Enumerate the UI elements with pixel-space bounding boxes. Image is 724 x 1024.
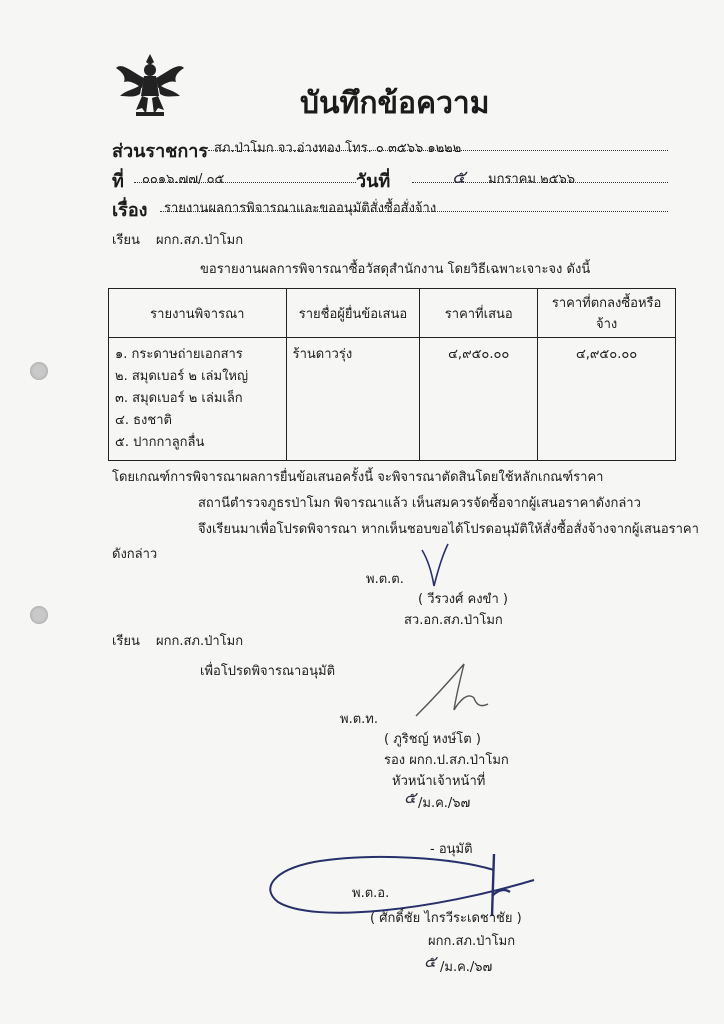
number-label: ที่ bbox=[112, 171, 124, 192]
sign1-name: ( วีรวงศ์ คงขำ ) bbox=[418, 592, 508, 607]
date-month-year: มกราคม ๒๕๖๖ bbox=[488, 172, 576, 187]
intro-text: ขอรายงานผลการพิจารณาซื้อวัสดุสำนักงาน โดยวิธีเฉพาะเจาะจง ดังนี้ bbox=[200, 262, 591, 277]
sign1-position: สว.อก.สภ.ป่าโมก bbox=[404, 613, 503, 628]
list-item: ๓. สมุดเบอร์ ๒ เล่มเล็ก bbox=[115, 391, 243, 406]
punch-hole-top bbox=[30, 362, 48, 380]
list-item: ๑. กระดาษถ่ายเอกสาร bbox=[115, 347, 243, 362]
sign3-rank: พ.ต.อ. bbox=[352, 886, 390, 901]
body-line-4: ดังกล่าว bbox=[112, 547, 158, 562]
punch-hole-bottom bbox=[30, 606, 48, 624]
sign2-name: ( ภูริชญ์ หงษ์โต ) bbox=[384, 732, 481, 747]
list-item: ๕. ปากกาลูกลื่น bbox=[115, 435, 205, 450]
sign2-position: รอง ผกก.ป.สภ.ป่าโมก bbox=[384, 753, 509, 768]
body-line-2: สถานีตำรวจภูธรป่าโมก พิจารณาแล้ว เห็นสมควรจัดซื้อจากผู้เสนอราคาดังกล่าว bbox=[198, 496, 641, 511]
table-row bbox=[109, 338, 676, 461]
offered-price-cell: ๔,๙๕๐.๐๐ bbox=[420, 338, 538, 461]
table-header-row bbox=[109, 289, 676, 338]
date-day: ๕ bbox=[452, 167, 466, 188]
garuda-emblem-icon bbox=[112, 50, 188, 122]
header-items: รายงานพิจารณา bbox=[109, 289, 287, 338]
body-line-3: จึงเรียนมาเพื่อโปรดพิจารณา หากเห็นชอบขอได้โปรดอนุมัติให้สั่งซื้อสั่งจ้างจากผู้เสนอราคา bbox=[198, 522, 699, 537]
vendor-cell: ร้านดาวรุ่ง bbox=[286, 338, 420, 461]
agency-label: ส่วนราชการ bbox=[112, 141, 209, 162]
agreed-price-cell: ๔,๙๕๐.๐๐ bbox=[538, 338, 676, 461]
sign3-position: ผกก.สภ.ป่าโมก bbox=[428, 934, 516, 949]
number-value: ๐๐๑๖.๗๗/ ๐๕ bbox=[142, 172, 225, 187]
sign1-rank: พ.ต.ต. bbox=[366, 572, 404, 587]
to-value: ผกก.สภ.ป่าโมก bbox=[156, 233, 244, 248]
to-label: เรียน bbox=[112, 233, 140, 248]
list-item: ๒. สมุดเบอร์ ๒ เล่มใหญ่ bbox=[115, 369, 249, 384]
agency-value: สภ.ป่าโมก จว.อ่างทอง โทร. ๐ ๓๕๖๖ ๑๒๒๒ bbox=[214, 141, 462, 156]
header-vendor: รายชื่อผู้ยื่นข้อเสนอ bbox=[286, 289, 420, 338]
subject-label: เรื่อง bbox=[112, 200, 148, 221]
sign2-role: หัวหน้าเจ้าหน้าที่ bbox=[392, 774, 486, 789]
memo-title: บันทึกข้อความ bbox=[300, 86, 490, 121]
signature-1-icon bbox=[420, 540, 450, 590]
sign3-name: ( ศักดิ์ชัย ไกรวีระเดชาชัย ) bbox=[370, 911, 522, 926]
forward-note: เพื่อโปรดพิจารณาอนุมัติ bbox=[200, 664, 336, 679]
list-item: ๔. ธงชาติ bbox=[115, 413, 172, 428]
body-line-1: โดยเกณฑ์การพิจารณาผลการยื่นข้อเสนอครั้งนี้ จะพิจารณาตัดสินโดยใช้หลักเกณฑ์ราคา bbox=[112, 470, 604, 485]
sign2-rank: พ.ต.ท. bbox=[340, 712, 378, 727]
header-offered-price: ราคาที่เสนอ bbox=[420, 289, 538, 338]
forward-to-label: เรียน bbox=[112, 634, 140, 649]
date-label: วันที่ bbox=[356, 171, 391, 192]
signature-2-icon bbox=[412, 660, 492, 720]
items-cell bbox=[109, 338, 287, 461]
sign2-date-hand: ๕ bbox=[404, 788, 417, 807]
procurement-table bbox=[108, 288, 676, 461]
sign3-date-hand: ๕ bbox=[424, 952, 437, 971]
sign3-date-print: /ม.ค./๖๗ bbox=[440, 960, 493, 975]
approval-label: - อนุมัติ bbox=[430, 842, 473, 857]
forward-to-value: ผกก.สภ.ป่าโมก bbox=[156, 634, 244, 649]
header-agreed-price: ราคาที่ตกลงซื้อหรือจ้าง bbox=[538, 289, 676, 338]
subject-value: รายงานผลการพิจารณาและขออนุมัติสั่งซื้อสั่งจ้าง bbox=[164, 201, 437, 216]
sign2-date-print: /ม.ค./๖๗ bbox=[418, 796, 471, 811]
